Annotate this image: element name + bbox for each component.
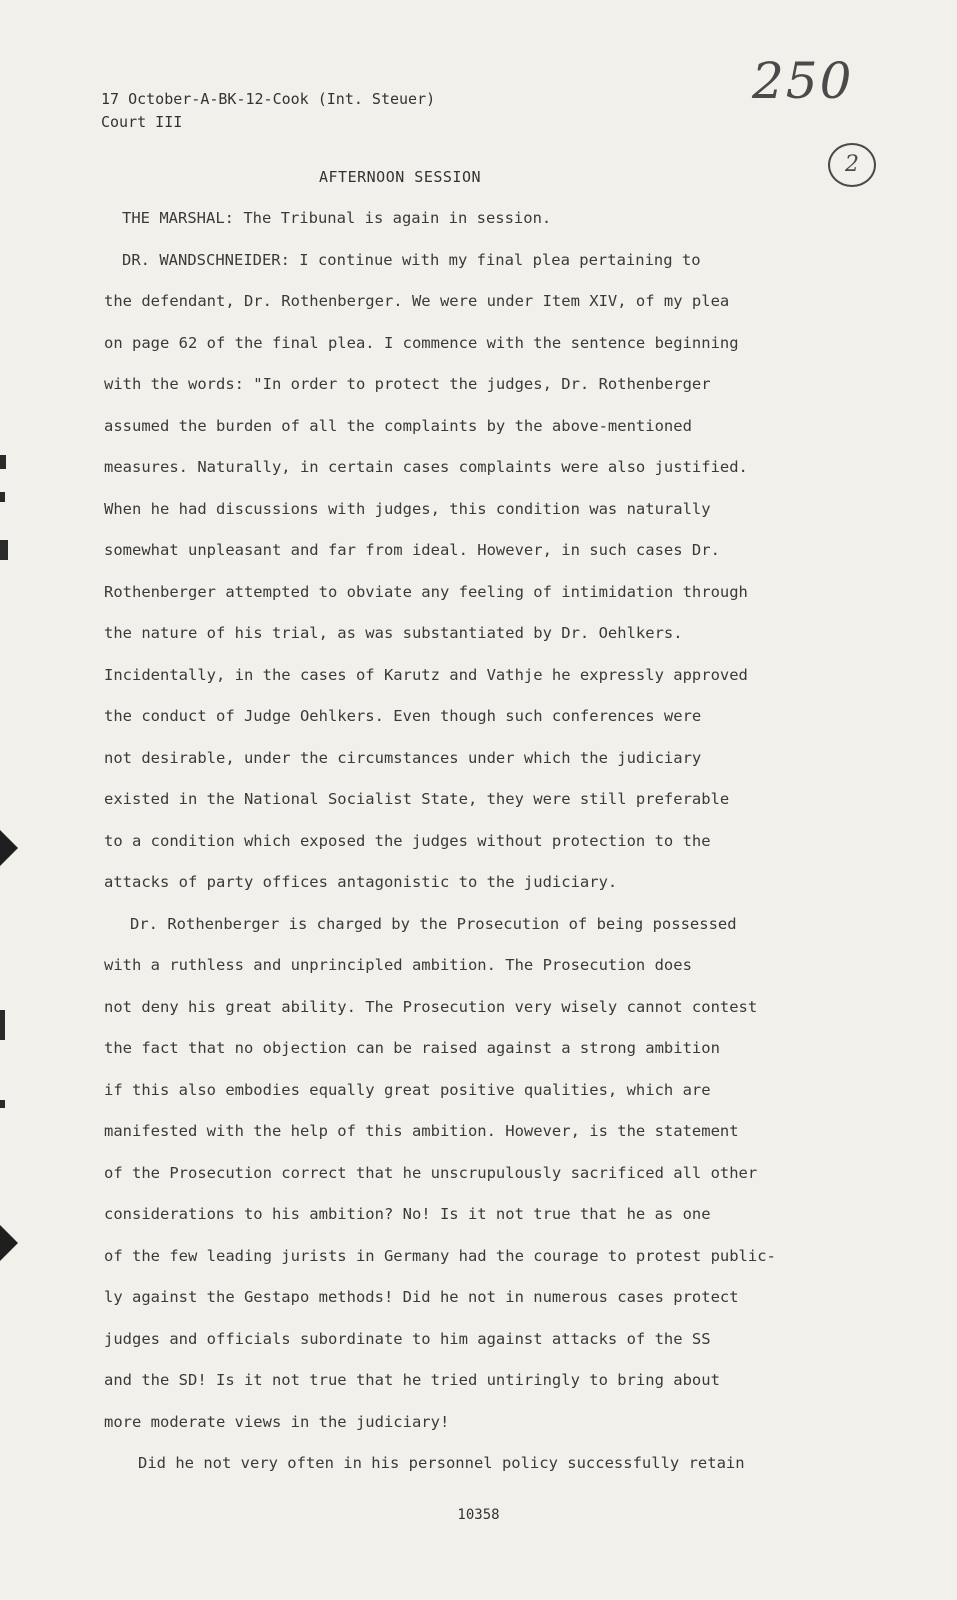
text-line: on page 62 of the final plea. I commence with the sentence beginning xyxy=(104,333,739,352)
text-line: the nature of his trial, as was substantiated by Dr. Oehlkers. xyxy=(104,624,683,642)
text-line: not desirable, under the circumstances under which the judiciary xyxy=(104,748,702,767)
margin-tick-5 xyxy=(0,1100,5,1108)
margin-tick-1 xyxy=(0,455,6,469)
text-line: assumed the burden of all the complaints by the above-mentioned xyxy=(104,416,692,435)
text-line: measures. Naturally, in certain cases complaints were also justified. xyxy=(104,458,748,476)
text-line: THE MARSHAL: The Tribunal is again in session. xyxy=(122,209,552,227)
text-line: the conduct of Judge Oehlkers. Even though such conferences were xyxy=(104,707,702,725)
header-court: Court III xyxy=(101,113,183,131)
text-line: of the Prosecution correct that he unscrupulously sacrificed all other xyxy=(104,1163,758,1182)
text-line: ly against the Gestapo methods! Did he not in numerous cases protect xyxy=(104,1288,739,1306)
page-number: 10358 xyxy=(457,1507,500,1523)
text-line: DR. WANDSCHNEIDER: I continue with my final plea pertaining to xyxy=(122,250,701,269)
binding-mark-1 xyxy=(0,830,18,866)
text-line: Did he not very often in his personnel policy successfully retain xyxy=(138,1454,745,1472)
text-line: if this also embodies equally great positive qualities, which are xyxy=(104,1080,711,1099)
text-line: Dr. Rothenberger is charged by the Prosecution of being possessed xyxy=(130,914,737,933)
binding-mark-2 xyxy=(0,1225,18,1261)
margin-tick-3 xyxy=(0,540,8,560)
text-line: attacks of party offices antagonistic to the judiciary. xyxy=(104,873,618,891)
margin-tick-2 xyxy=(0,492,5,502)
text-line: the fact that no objection can be raised against a strong ambition xyxy=(104,1039,720,1057)
text-line: considerations to his ambition? No! Is it not true that he as one xyxy=(104,1205,711,1223)
text-line: manifested with the help of this ambition. However, is the statement xyxy=(104,1122,739,1140)
text-line: judges and officials subordinate to him against attacks of the SS xyxy=(104,1329,711,1348)
text-line: the defendant, Dr. Rothenberger. We were under Item XIV, of my plea xyxy=(104,292,730,310)
text-line: somewhat unpleasant and far from ideal. However, in such cases Dr. xyxy=(104,541,720,559)
text-line: more moderate views in the judiciary! xyxy=(104,1412,450,1431)
text-line: of the few leading jurists in Germany had the courage to protest public- xyxy=(104,1246,776,1265)
text-line: with a ruthless and unprincipled ambition. The Prosecution does xyxy=(104,956,692,974)
transcript-body xyxy=(104,207,854,1494)
text-line: to a condition which exposed the judges without protection to the xyxy=(104,831,711,850)
session-title: AFTERNOON SESSION xyxy=(318,168,482,186)
text-line: Incidentally, in the cases of Karutz and Vathje he expressly approved xyxy=(104,665,748,684)
handwritten-circled-number: 2 xyxy=(828,143,876,187)
handwritten-page-number: 250 xyxy=(752,52,854,110)
text-line: existed in the National Socialist State, they were still preferable xyxy=(104,790,730,808)
text-line: and the SD! Is it not true that he tried untiringly to bring about xyxy=(104,1371,720,1389)
document-header xyxy=(101,88,435,134)
margin-tick-4 xyxy=(0,1010,5,1040)
header-transcript-id: 17 October-A-BK-12-Cook (Int. Steuer) xyxy=(101,90,436,108)
text-line: Rothenberger attempted to obviate any feeling of intimidation through xyxy=(104,582,748,601)
text-line: not deny his great ability. The Prosecution very wisely cannot contest xyxy=(104,997,758,1016)
text-line: with the words: "In order to protect the judges, Dr. Rothenberger xyxy=(104,375,711,393)
text-line: When he had discussions with judges, this condition was naturally xyxy=(104,499,711,518)
